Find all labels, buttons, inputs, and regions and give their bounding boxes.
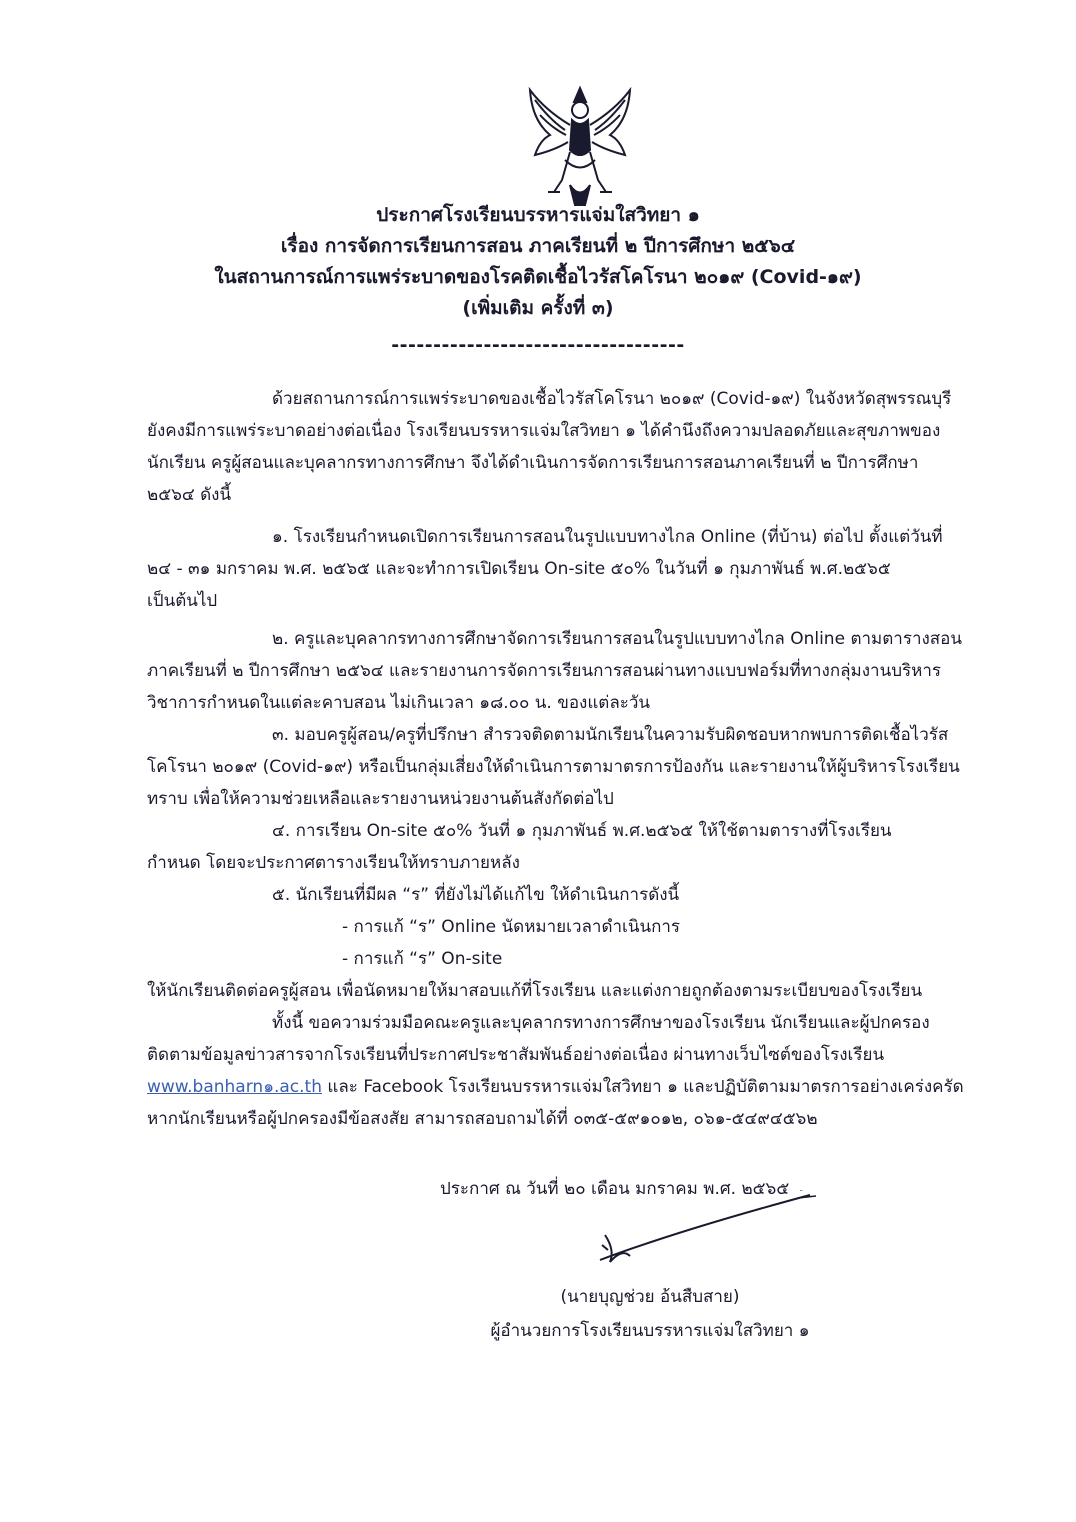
announcement-header (0, 200, 1076, 361)
signer-block (460, 1280, 840, 1348)
item-4-line: กำหนด โดยจะประกาศตารางเรียนให้ทราบภายหลัง (147, 853, 520, 873)
item-5-sub-onsite: - การแก้ “ร” On-site (342, 949, 503, 969)
announcement-body (147, 383, 1007, 1135)
announcement-subject: เรื่อง การจัดการเรียนการสอน ภาคเรียนที่ ๒ ปีการศึกษา ๒๕๖๔ (280, 235, 796, 257)
item-5-line: ๕. นักเรียนที่มีผล “ร” ที่ยังไม่ได้แก้ไข ให้ดำเนินการดังนี้ (272, 885, 680, 905)
signature-icon (560, 1190, 860, 1270)
announcement-date: ประกาศ ณ วันที่ ๒๐ เดือน มกราคม พ.ศ. ๒๕๖๕ (440, 1179, 790, 1199)
closing-line: ติดตามข้อมูลข่าวสารจากโรงเรียนที่ประกาศประชาสัมพันธ์อย่างต่อเนื่อง ผ่านทางเว็บไซต์ของโรงเรียน (147, 1045, 885, 1065)
item-3-line: โคโรนา ๒๐๑๙ (Covid-๑๙) หรือเป็นกลุ่มเสี่ยงให้ดำเนินการตามาตรการป้องกัน และรายงานให้ผู้บริหารโรงเรียน (147, 757, 960, 777)
item-2-line: ๒. ครูและบุคลากรทางการศึกษาจัดการเรียนการสอนในรูปแบบทางไกล Online ตามตารางสอน (272, 629, 963, 649)
announcement-title: ประกาศโรงเรียนบรรหารแจ่มใสวิทยา ๑ (376, 204, 700, 226)
separator-line: ----------------------------------- (391, 334, 685, 356)
intro-line: ยังคงมีการแพร่ระบาดอย่างต่อเนื่อง โรงเรียนบรรหารแจ่มใสวิทยา ๑ ได้คำนึงถึงความปลอดภัยและสุขภาพของ (147, 421, 941, 441)
announcement-context: ในสถานการณ์การแพร่ระบาดของโรคติดเชื้อไวรัสโคโรนา ๒๐๑๙ (Covid-๑๙) (214, 266, 862, 288)
intro-line: นักเรียน ครูผู้สอนและบุคลากรทางการศึกษา จึงได้ดำเนินการจัดการเรียนการสอนภาคเรียนที่ ๒ ปีการศึกษา (147, 453, 919, 473)
item-2-line: วิชาการกำหนดในแต่ละคาบสอน ไม่เกินเวลา ๑๘.๐๐ น. ของแต่ละวัน (147, 693, 651, 713)
item-3-line: ทราบ เพื่อให้ความช่วยเหลือและรายงานหน่วยงานต้นสังกัดต่อไป (147, 789, 614, 809)
item-3-line: ๓. มอบครูผู้สอน/ครูที่ปรึกษา สำรวจติดตามนักเรียนในความรับผิดชอบหากพบการติดเชื้อไวรัส (272, 725, 949, 745)
announcement-revision: (เพิ่มเติม ครั้งที่ ๓) (462, 297, 614, 319)
contact-line: หากนักเรียนหรือผู้ปกครองมีข้อสงสัย สามารถสอบถามได้ที่ ๐๓๕-๕๙๑๐๑๒, ๐๖๑-๕๔๙๔๕๖๒ (147, 1109, 818, 1129)
garuda-emblem-icon (520, 80, 640, 210)
signer-name: (นายบุญช่วย อ้นสืบสาย) (560, 1287, 740, 1307)
closing-line (147, 1071, 1007, 1103)
item-2-line: ภาคเรียนที่ ๒ ปีการศึกษา ๒๕๖๔ และรายงานการจัดการเรียนการสอนผ่านทางแบบฟอร์มที่ทางกลุ่มงานบริหาร (147, 661, 942, 681)
item-1-line: ๒๔ - ๓๑ มกราคม พ.ศ. ๒๕๖๕ และจะทำการเปิดเรียน On-site ๕๐% ในวันที่ ๑ กุมภาพันธ์ พ.ศ.๒๕๖๕ (147, 559, 891, 579)
item-4-line: ๔. การเรียน On-site ๕๐% วันที่ ๑ กุมภาพันธ์ พ.ศ.๒๕๖๕ ให้ใช้ตามตารางที่โรงเรียน (272, 821, 892, 841)
closing-line: ทั้งนี้ ขอความร่วมมือคณะครูและบุคลากรทางการศึกษาของโรงเรียน นักเรียนและผู้ปกครอง (272, 1013, 930, 1033)
item-1-line: เป็นต้นไป (147, 591, 218, 611)
item-5-note: ให้นักเรียนติดต่อครูผู้สอน เพื่อนัดหมายให้มาสอบแก้ที่โรงเรียน และแต่งกายถูกต้องตามระเบียบของโรงเรียน (147, 981, 923, 1001)
intro-line: ด้วยสถานการณ์การแพร่ระบาดของเชื้อไวรัสโคโรนา ๒๐๑๙ (Covid-๑๙) ในจังหวัดสุพรรณบุรี (272, 389, 952, 409)
item-5-sub-online: - การแก้ “ร” Online นัดหมายเวลาดำเนินการ (342, 917, 681, 937)
school-website-link[interactable]: www.banharn๑.ac.th (147, 1077, 322, 1097)
intro-line: ๒๕๖๔ ดังนี้ (147, 485, 232, 505)
closing-line-rest: และ Facebook โรงเรียนบรรหารแจ่มใสวิทยา ๑ และปฏิบัติตามมาตรการอย่างเคร่งครัด (322, 1077, 964, 1097)
signer-title: ผู้อำนวยการโรงเรียนบรรหารแจ่มใสวิทยา ๑ (490, 1321, 810, 1341)
item-1-line: ๑. โรงเรียนกำหนดเปิดการเรียนการสอนในรูปแบบทางไกล Online (ที่บ้าน) ต่อไป ตั้งแต่วันที่ (272, 527, 943, 547)
